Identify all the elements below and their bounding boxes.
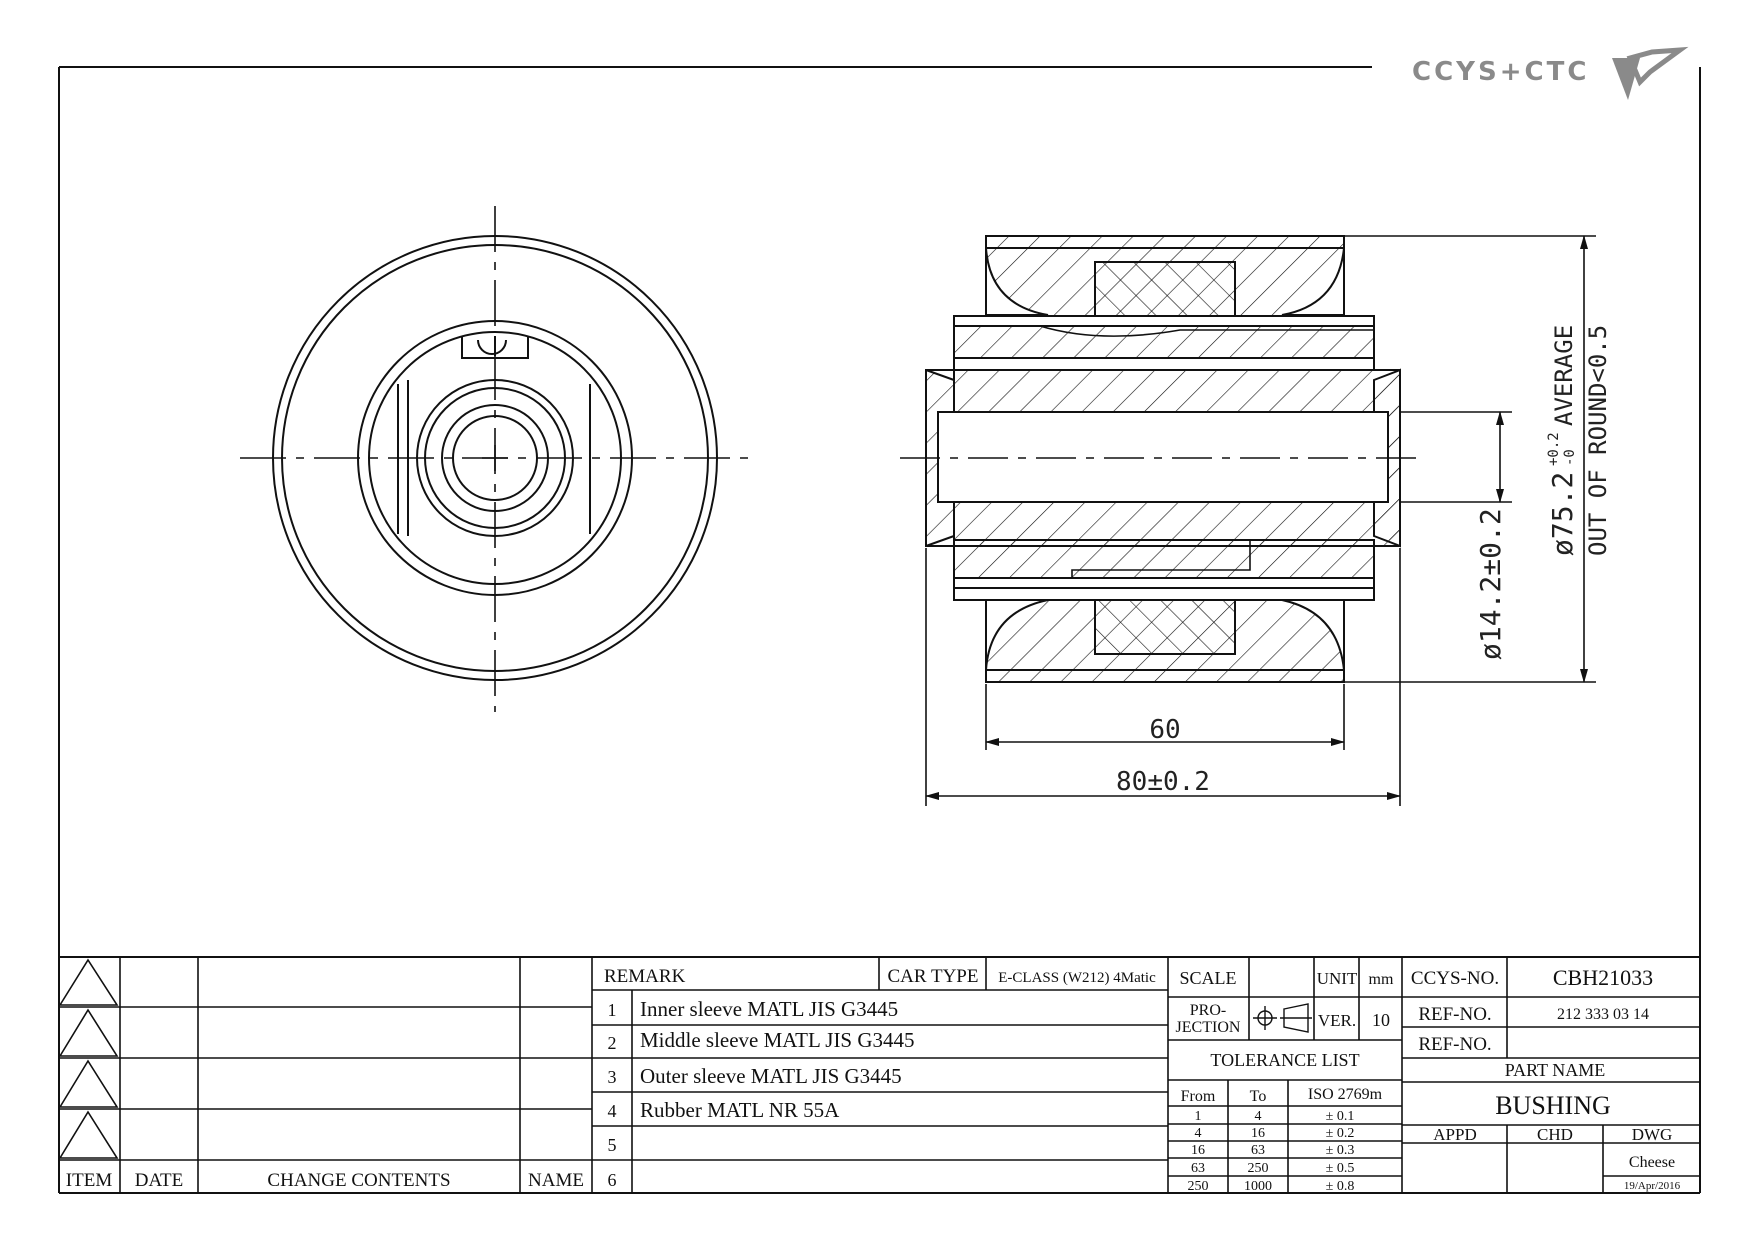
unit-label: UNIT bbox=[1316, 969, 1358, 988]
unit-value: mm bbox=[1368, 971, 1394, 988]
dwg-label: DWG bbox=[1631, 1125, 1673, 1144]
car-type-label: CAR TYPE bbox=[887, 966, 979, 987]
remark-no-2: 2 bbox=[607, 1033, 617, 1053]
section-view bbox=[900, 236, 1425, 682]
tolerance-header-from: From bbox=[1180, 1088, 1216, 1105]
remark-text-3: Outer sleeve MATL JIS G3445 bbox=[640, 1064, 902, 1088]
remark-no-3: 3 bbox=[607, 1067, 617, 1087]
tolerance-title: TOLERANCE LIST bbox=[1210, 1050, 1360, 1070]
dwg-by: Cheese bbox=[1628, 1154, 1676, 1171]
tol-from-5: 250 bbox=[1187, 1179, 1209, 1194]
tol-to-1: 4 bbox=[1254, 1109, 1262, 1124]
tol-from-4: 63 bbox=[1191, 1161, 1205, 1176]
tolerance-header-iso: ISO 2769m bbox=[1307, 1086, 1383, 1103]
remark-no-5: 5 bbox=[607, 1135, 617, 1155]
tol-from-3: 16 bbox=[1191, 1143, 1205, 1158]
tol-val-5: ± 0.8 bbox=[1325, 1179, 1355, 1194]
dim-length-total: 80±0.2 bbox=[1116, 767, 1210, 797]
appd-label: APPD bbox=[1433, 1125, 1477, 1144]
remark-no-1: 1 bbox=[607, 1000, 617, 1020]
part-name-value: BUSHING bbox=[1495, 1091, 1611, 1120]
tol-to-5: 1000 bbox=[1244, 1179, 1272, 1194]
dim-outer-tol-upper: +0.2 bbox=[1546, 432, 1562, 466]
remark-label: REMARK bbox=[604, 966, 686, 987]
ref-no-value: 212 333 03 14 bbox=[1557, 1006, 1649, 1023]
dim-length-inner: 60 bbox=[1149, 715, 1181, 745]
projection-label-2: JECTION bbox=[1175, 1019, 1241, 1036]
scale-label: SCALE bbox=[1179, 968, 1237, 988]
ver-label: VER. bbox=[1317, 1011, 1357, 1030]
remark-text-1: Inner sleeve MATL JIS G3445 bbox=[640, 997, 899, 1021]
tol-to-4: 250 bbox=[1247, 1161, 1269, 1176]
ref-no2-label: REF-NO. bbox=[1418, 1034, 1492, 1055]
header-item: ITEM bbox=[65, 1170, 113, 1191]
ccys-no-label: CCYS-NO. bbox=[1410, 968, 1500, 989]
tol-val-3: ± 0.3 bbox=[1325, 1143, 1355, 1158]
tolerance-header-to: To bbox=[1249, 1088, 1267, 1105]
dim-outer-diameter: ø75.2 bbox=[1546, 471, 1579, 556]
header-name: NAME bbox=[528, 1170, 584, 1191]
dim-out-of-round: OUT OF ROUND<0.5 bbox=[1584, 324, 1612, 556]
header-date: DATE bbox=[134, 1170, 184, 1191]
front-view bbox=[240, 206, 752, 712]
dim-outer-tol-lower: -0 bbox=[1562, 449, 1578, 466]
ref-no-label: REF-NO. bbox=[1418, 1004, 1492, 1025]
tol-from-2: 4 bbox=[1194, 1126, 1202, 1141]
company-logo bbox=[1412, 50, 1680, 100]
dim-outer-suffix: AVERAGE bbox=[1550, 324, 1578, 426]
chd-label: CHD bbox=[1537, 1125, 1573, 1144]
remark-text-4: Rubber MATL NR 55A bbox=[640, 1098, 840, 1122]
remark-no-4: 4 bbox=[607, 1101, 617, 1121]
tol-to-2: 16 bbox=[1251, 1126, 1265, 1141]
remark-no-6: 6 bbox=[607, 1170, 617, 1190]
remark-text-2: Middle sleeve MATL JIS G3445 bbox=[640, 1028, 915, 1052]
tol-to-3: 63 bbox=[1251, 1143, 1265, 1158]
tol-from-1: 1 bbox=[1194, 1109, 1202, 1124]
tol-val-1: ± 0.1 bbox=[1325, 1109, 1355, 1124]
part-name-label: PART NAME bbox=[1504, 1060, 1606, 1080]
ver-value: 10 bbox=[1372, 1010, 1390, 1030]
tol-val-2: ± 0.2 bbox=[1325, 1126, 1355, 1141]
car-type-value: E-CLASS (W212) 4Matic bbox=[998, 970, 1156, 986]
logo-text: CCYS+CTC bbox=[1412, 57, 1590, 87]
dim-bore-diameter: ø14.2±0.2 bbox=[1474, 508, 1507, 660]
ccys-no-value: CBH21033 bbox=[1552, 965, 1654, 990]
tol-val-4: ± 0.5 bbox=[1325, 1161, 1355, 1176]
projection-label-1: PRO- bbox=[1189, 1002, 1227, 1019]
header-change-contents: CHANGE CONTENTS bbox=[267, 1170, 451, 1191]
projection-symbol-icon bbox=[1253, 1004, 1312, 1032]
drawing-date: 19/Apr/2016 bbox=[1623, 1180, 1681, 1192]
